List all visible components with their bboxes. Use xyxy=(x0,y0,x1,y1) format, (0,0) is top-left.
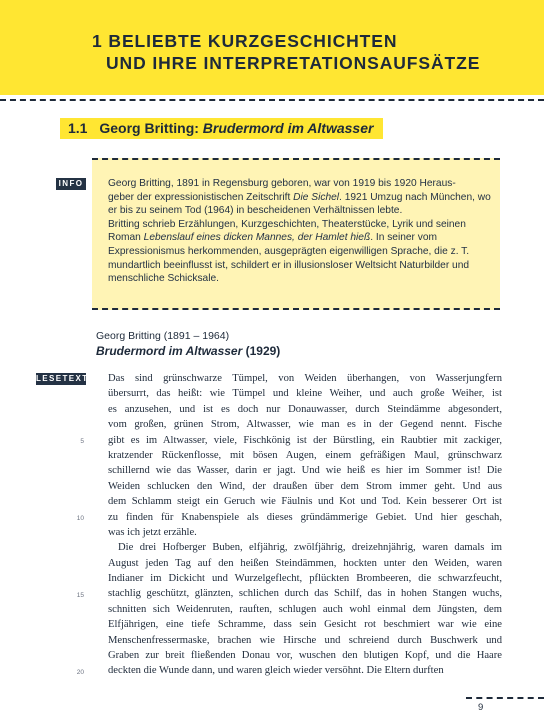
chapter-title xyxy=(92,30,532,74)
story-year: (1929) xyxy=(245,344,281,358)
story-title xyxy=(96,344,280,358)
story-title-text: Brudermord im Altwasser xyxy=(96,344,243,358)
chapter-title-line-1: BELIEBTE KURZGESCHICHTEN xyxy=(108,31,398,51)
story-line: gibt es im Altwasser, viele, Fischkönig ist der Bürstling, ein Raubtier mit zackiger, xyxy=(108,434,502,446)
story-line: deckten die Wunde dann, und waren gleich wieder versöhnt. Die Eltern durften xyxy=(108,665,444,677)
story-line: es anzusehen, und ist es doch nur Donauwasser, durch Steindämme abgesondert, xyxy=(108,403,502,415)
line-number: 20 xyxy=(76,668,84,676)
header-dashed-rule xyxy=(0,99,544,101)
story-line: schillernd wie das Wasser, darin er jagt. Und wie heiß es hier im Sommer ist! Die xyxy=(108,465,502,477)
story-line: Die drei Hofberger Buben, elfjährig, zwölfjährig, dreizehnjährig, waren damals im xyxy=(118,542,502,554)
story-line: schnitten sich Weidenruten, rauften, schlugen auch wohl einmal dem Jüngsten, dem xyxy=(108,603,502,615)
section-author: Georg Britting: xyxy=(99,120,199,136)
story-line: Weiden schlucken den Wind, der draußen über dem Strom immer geht. Und aus xyxy=(108,480,502,492)
story-line: dem Schlamm steigt ein Geruch wie Fäulnis und Kot und Tod. Kein besserer Ort ist xyxy=(108,496,502,508)
info-paragraph-1: Georg Britting, 1891 in Regensburg geboren, war von 1919 bis 1920 Heraus- geber der expressionistischen Zeitschrift Die Sichel. 1921 Umzug nach München, wo er bis zu seinem Tod (1964) in bescheidenen Verhältnissen lebte. xyxy=(108,178,491,217)
line-number: 10 xyxy=(76,514,84,522)
info-paragraph-2: Britting schrieb Erzählungen, Kurzgeschichten, Theaterstücke, Lyrik und seinen Roman Lebenslauf eines dicken Mannes, der Hamlet hieß. In seiner vom Expressionismus herkommenden, ausgeprägten eigenwilligen Sprache, die z. T. mundartlich beeinflusst ist, schildert er in illusionsloser Weltsicht Naturbilder und menschliche Schicksale. xyxy=(108,218,470,285)
novel-title: Lebenslauf eines dicken Mannes, der Hamlet hieß xyxy=(143,232,371,244)
info-tag: INFO xyxy=(56,178,86,190)
lesetext-tag: LESETEXT xyxy=(36,374,89,383)
magazine-title: Die Sichel xyxy=(293,191,340,203)
story-line: Menschenfressermaske, brachen wie Hirsche und schreiend durch Buschwerk und xyxy=(108,634,502,646)
section-heading xyxy=(60,118,383,139)
line-number: 5 xyxy=(80,437,84,445)
line-number: 15 xyxy=(76,591,84,599)
story-line: Graben zur breit fließenden Donau vor, wuschen den blutigen Kopf, und die Haare xyxy=(108,650,502,662)
story-line: kratzender Rückenflosse, mit bösen Augen, einem gefräßigen Maul, grünschwarz xyxy=(108,449,502,461)
story-text xyxy=(108,371,502,679)
story-line: übersurrt, das heißt: wie Tümpel und kleine Weiher, und auch große Weiher, ist xyxy=(108,388,502,400)
page-number: 9 xyxy=(478,702,484,713)
story-line: Elfjährigen, eine tiefe Schramme, dass sein Gesicht rot beschmiert war wie eine xyxy=(108,619,502,631)
story-author-line: Georg Britting (1891 – 1964) xyxy=(96,330,230,342)
story-line: Indianer im Dickicht und Wurzelgeflecht, pflückten Brombeeren, die schwarzfeucht, xyxy=(108,573,502,585)
footer-dashed-rule xyxy=(466,697,544,699)
chapter-number: 1 xyxy=(92,31,103,51)
story-line: stachlig geschützt, glänzten, schlichen durch das Schilf, das in hohen Stangen wuchs, xyxy=(108,588,502,600)
section-number: 1.1 xyxy=(68,120,88,136)
info-text xyxy=(108,177,494,286)
story-line: vom großen, grünen Strom, Altwasser, wie man es in der Gegend nennt. Fische xyxy=(108,419,502,431)
story-line: Das sind grünschwarze Tümpel, von Weiden überhangen, von Wasserjungfern xyxy=(108,373,502,384)
chapter-title-line-2: UND IHRE INTERPRETATIONSAUFSÄTZE xyxy=(106,53,481,73)
story-line: was ich jetzt erzähle. xyxy=(108,526,197,538)
info-box-bottom-rule xyxy=(92,308,500,310)
story-line: August jeden Tag auf den heißen Steindämmen, hockten unter den Weiden, waren xyxy=(108,557,502,569)
story-line: zu finden für Knabenspiele als dieses gründämmerige Gebiet. Und hier geschah, xyxy=(108,511,502,523)
section-title: Brudermord im Altwasser xyxy=(202,120,374,136)
info-box-top-rule xyxy=(92,158,500,160)
